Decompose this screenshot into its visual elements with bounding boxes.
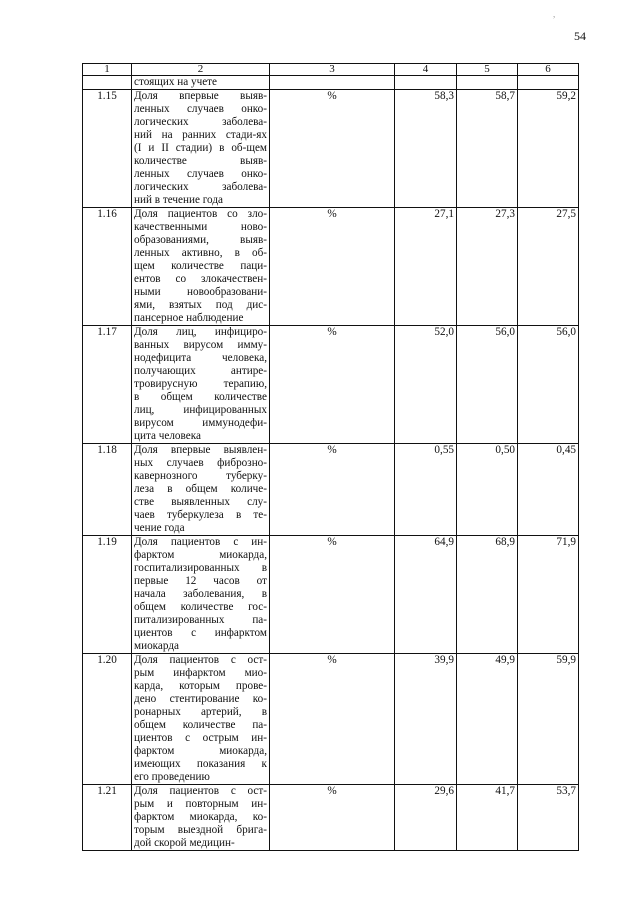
value-cell-6: 56,0 bbox=[518, 326, 579, 444]
table-row bbox=[83, 785, 579, 851]
value-cell-6: 59,9 bbox=[518, 654, 579, 785]
description-line: в общем количестве bbox=[134, 391, 267, 403]
description-line: ными новообразовани- bbox=[134, 286, 267, 298]
description-line: ных случаев фиброзно- bbox=[134, 457, 267, 469]
description-line: ронарных артерий, в bbox=[134, 706, 267, 718]
description-line: ленных случаев онко- bbox=[134, 168, 267, 180]
row-number: 1.16 bbox=[83, 208, 132, 326]
value-cell-4: 0,55 bbox=[395, 444, 457, 536]
description-line: Доля впервые выяв- bbox=[134, 90, 267, 102]
value-cell-5: 0,50 bbox=[457, 444, 518, 536]
description-line: рым инфарктом мио- bbox=[134, 667, 267, 679]
table-row bbox=[83, 208, 579, 326]
description-line: дой скорой медицин- bbox=[134, 837, 235, 849]
description-line: имеющих показания к bbox=[134, 758, 267, 770]
description-line: фарктом миокарда, ко- bbox=[134, 811, 267, 823]
description-line: рым и повторным ин- bbox=[134, 798, 267, 810]
row-description bbox=[132, 444, 270, 536]
value-cell-4: 58,3 bbox=[395, 90, 457, 208]
value-cell-6: 0,45 bbox=[518, 444, 579, 536]
description-line: фарктом миокарда, bbox=[134, 745, 267, 757]
description-line: ентов со злокачествен- bbox=[134, 273, 267, 285]
description-line: Доля пациентов со зло- bbox=[134, 208, 267, 220]
row-number: 1.15 bbox=[83, 90, 132, 208]
row-number: 1.19 bbox=[83, 536, 132, 654]
description-line: тровирусную терапию, bbox=[134, 378, 267, 390]
description-line: Доля впервые выявлен- bbox=[134, 444, 267, 456]
description-line: логических заболева- bbox=[134, 116, 267, 128]
value-cell-4: 29,6 bbox=[395, 785, 457, 851]
value-cell-5: 58,7 bbox=[457, 90, 518, 208]
unit-cell: % bbox=[270, 536, 395, 654]
value-cell-5: 41,7 bbox=[457, 785, 518, 851]
row-description bbox=[132, 785, 270, 851]
value-cell-4: 27,1 bbox=[395, 208, 457, 326]
description-line: логических заболева- bbox=[134, 181, 267, 193]
description-line: ний на ранних стади-ях bbox=[134, 129, 267, 141]
corner-mark: , bbox=[553, 9, 556, 19]
row-description bbox=[132, 536, 270, 654]
row-description bbox=[132, 326, 270, 444]
description-line: ванных вирусом имму- bbox=[134, 339, 267, 351]
description-line: щем количестве паци- bbox=[134, 260, 267, 272]
description-line: миокарда bbox=[134, 640, 179, 652]
description-line: первые 12 часов от bbox=[134, 575, 267, 587]
description-line: стве выявленных слу- bbox=[134, 496, 267, 508]
table-row bbox=[83, 90, 579, 208]
value-cell-6: 53,7 bbox=[518, 785, 579, 851]
value-cell-5: 68,9 bbox=[457, 536, 518, 654]
value-cell-6: 59,2 bbox=[518, 90, 579, 208]
continuation-row bbox=[83, 76, 579, 90]
description-line: Доля пациентов с ин- bbox=[134, 536, 267, 548]
unit-cell: % bbox=[270, 90, 395, 208]
table-row bbox=[83, 444, 579, 536]
value-cell-4: 52,0 bbox=[395, 326, 457, 444]
header-cell: 1 bbox=[83, 64, 132, 76]
description-line: цита человека bbox=[134, 430, 201, 442]
description-line: количестве выяв- bbox=[134, 155, 267, 167]
table-header-row bbox=[83, 64, 579, 76]
header-cell: 6 bbox=[518, 64, 579, 76]
description-line: госпитализированных в bbox=[134, 562, 267, 574]
description-line: образованиями, выяв- bbox=[134, 234, 267, 246]
value-cell-4: 39,9 bbox=[395, 654, 457, 785]
description-line: Доля пациентов с ост- bbox=[134, 785, 267, 797]
unit-cell: % bbox=[270, 444, 395, 536]
value-cell-6: 27,5 bbox=[518, 208, 579, 326]
description-line: ями, взятых под дис- bbox=[134, 299, 267, 311]
row-number: 1.18 bbox=[83, 444, 132, 536]
description-line: чаев туберкулеза в те- bbox=[134, 509, 267, 521]
description-line: дено стентирование ко- bbox=[134, 693, 267, 705]
value-cell-4: 64,9 bbox=[395, 536, 457, 654]
header-cell: 3 bbox=[270, 64, 395, 76]
description-line: леза в общем количе- bbox=[134, 483, 267, 495]
unit-cell: % bbox=[270, 654, 395, 785]
table-row bbox=[83, 536, 579, 654]
description-line: нодефицита человека, bbox=[134, 352, 267, 364]
value-cell-5: 27,3 bbox=[457, 208, 518, 326]
page-number: 54 bbox=[574, 29, 586, 43]
description-line: общем количестве гос- bbox=[134, 601, 267, 613]
header-cell: 2 bbox=[132, 64, 270, 76]
description-line: (I и II стадии) в об-щем bbox=[134, 142, 267, 154]
description-line: фарктом миокарда, bbox=[134, 549, 267, 561]
description-line: лиц, инфицированных bbox=[134, 404, 267, 416]
description-line: чение года bbox=[134, 522, 185, 534]
description-line: его проведению bbox=[134, 771, 210, 783]
row-description bbox=[132, 208, 270, 326]
unit-cell: % bbox=[270, 785, 395, 851]
description-line: кавернозного туберку- bbox=[134, 470, 267, 482]
unit-cell: % bbox=[270, 326, 395, 444]
row-number: 1.21 bbox=[83, 785, 132, 851]
description-line: пансерное наблюдение bbox=[134, 312, 244, 324]
unit-cell: % bbox=[270, 208, 395, 326]
value-cell-5: 49,9 bbox=[457, 654, 518, 785]
description-line: вирусом иммунодефи- bbox=[134, 417, 267, 429]
table-row bbox=[83, 654, 579, 785]
description-line: Доля пациентов с ост- bbox=[134, 654, 267, 666]
description-line: получающих антире- bbox=[134, 365, 267, 377]
description-line: циентов с острым ин- bbox=[134, 732, 267, 744]
value-cell-5: 56,0 bbox=[457, 326, 518, 444]
value-cell-6: 71,9 bbox=[518, 536, 579, 654]
table-row bbox=[83, 326, 579, 444]
description-line: начала заболевания, в bbox=[134, 588, 267, 600]
description-line: Доля лиц, инфициро- bbox=[134, 326, 267, 338]
description-line: ний в течение года bbox=[134, 194, 223, 206]
description-line: карда, которым прове- bbox=[134, 680, 267, 692]
description-line: общем количестве па- bbox=[134, 719, 267, 731]
row-description bbox=[132, 654, 270, 785]
description-line: торым выездной брига- bbox=[134, 824, 267, 836]
description-line: ленных случаев онко- bbox=[134, 103, 267, 115]
row-number: 1.20 bbox=[83, 654, 132, 785]
row-number: 1.17 bbox=[83, 326, 132, 444]
indicators-table bbox=[82, 63, 579, 851]
row-description bbox=[132, 90, 270, 208]
description-line: ленных активно, в об- bbox=[134, 247, 267, 259]
continuation-text: стоящих на учете bbox=[132, 76, 270, 90]
description-line: циентов с инфарктом bbox=[134, 627, 267, 639]
header-cell: 4 bbox=[395, 64, 457, 76]
description-line: качественными ново- bbox=[134, 221, 267, 233]
description-line: питализированных па- bbox=[134, 614, 267, 626]
header-cell: 5 bbox=[457, 64, 518, 76]
